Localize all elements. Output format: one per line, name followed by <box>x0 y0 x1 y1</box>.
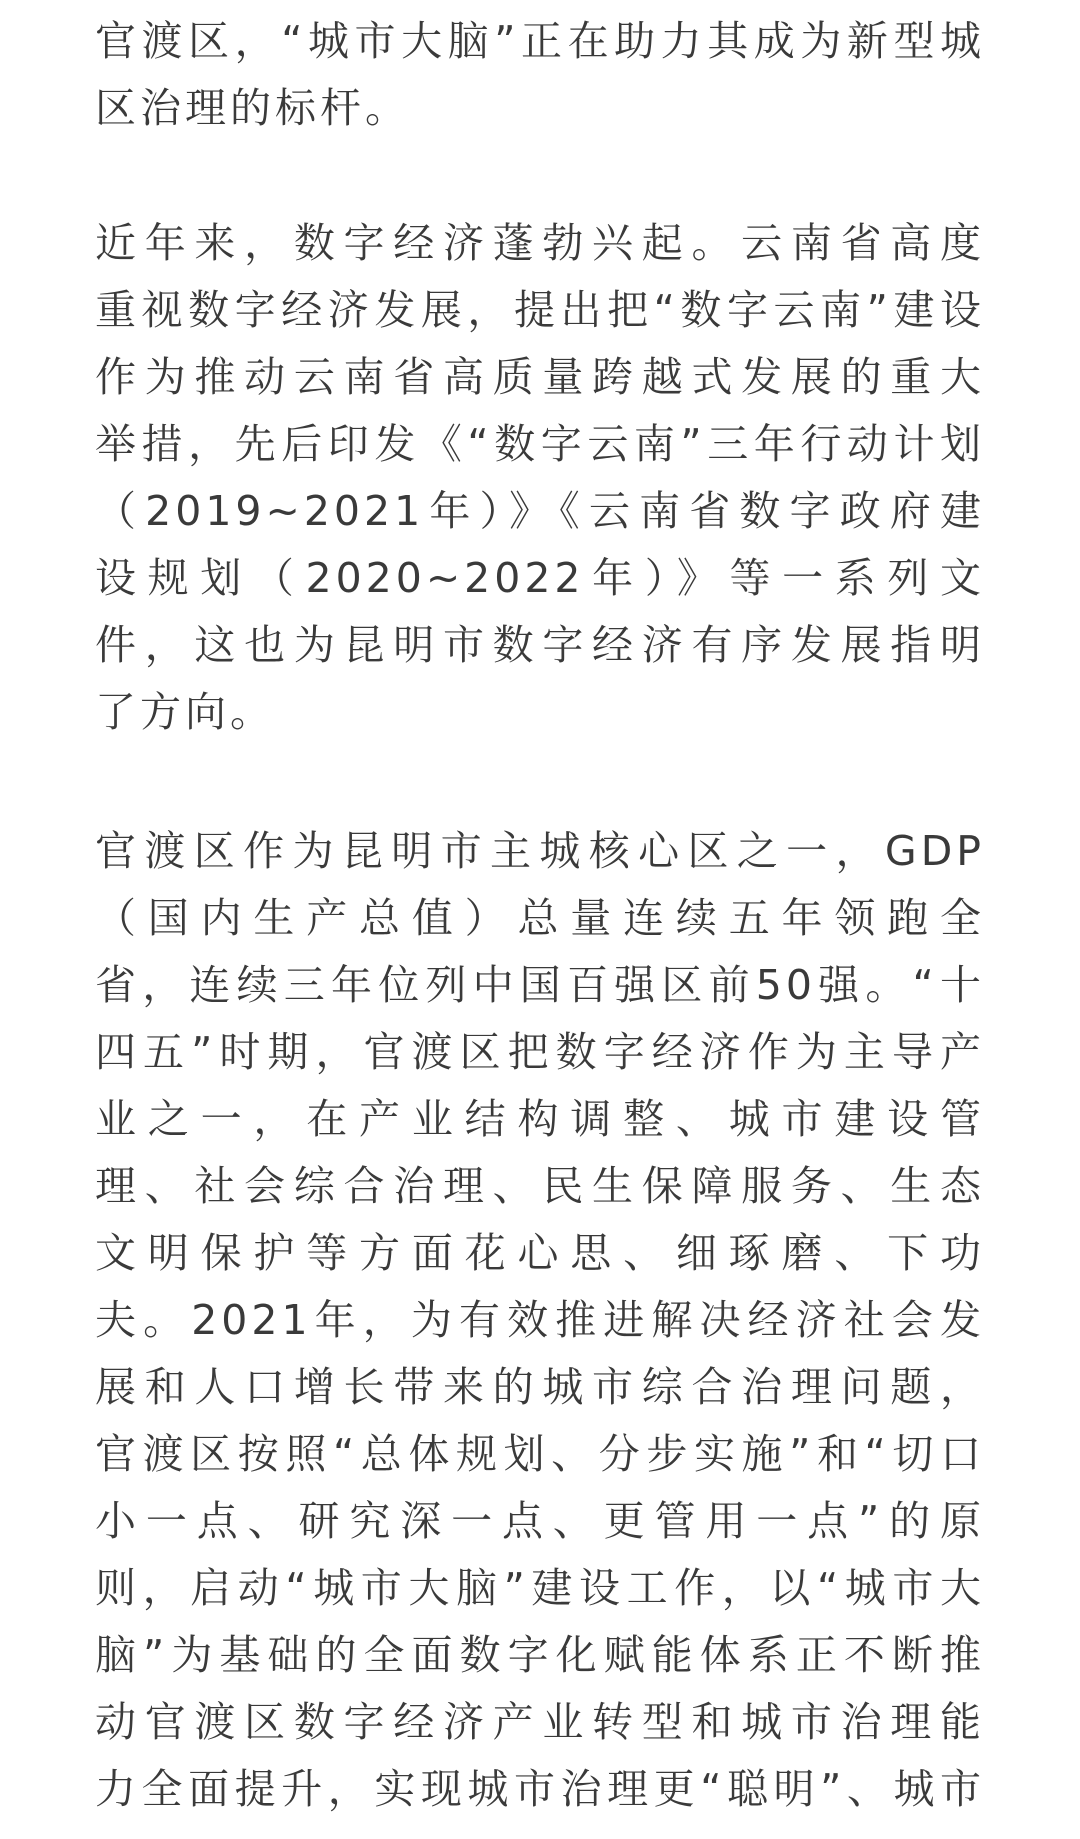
text-line: 件，这也为昆明市数字经济有序发展指明 <box>95 621 985 669</box>
text-line: 业之一，在产业结构调整、城市建设管 <box>95 1095 985 1143</box>
text-line: （2019~2021年）》《云南省数字政府建 <box>95 487 985 535</box>
text-line: 省，连续三年位列中国百强区前50强。“十 <box>95 961 985 1009</box>
text-line: 官渡区，“城市大脑”正在助力其成为新型城 <box>95 17 985 65</box>
text-line: 力全面提升，实现城市治理更“聪明”、城市 <box>95 1765 985 1813</box>
text-line: 四五”时期，官渡区把数字经济作为主导产 <box>95 1028 985 1076</box>
paragraph-2 <box>95 210 985 746</box>
text-line: 设规划（2020~2022年）》等一系列文 <box>95 554 985 602</box>
paragraph-3 <box>95 818 985 1823</box>
text-line: 区治理的标杆。 <box>95 84 410 132</box>
text-line: 文明保护等方面花心思、细琢磨、下功 <box>95 1229 985 1277</box>
text-line: 夫。2021年，为有效推进解决经济社会发 <box>95 1296 985 1344</box>
text-line: 脑”为基础的全面数字化赋能体系正不断推 <box>95 1631 985 1679</box>
text-line: 理、社会综合治理、民生保障服务、生态 <box>95 1162 985 1210</box>
text-line: 了方向。 <box>95 688 275 736</box>
text-line: （国内生产总值）总量连续五年领跑全 <box>95 894 985 942</box>
text-line: 近年来，数字经济蓬勃兴起。云南省高度 <box>95 219 985 267</box>
text-line: 官渡区作为昆明市主城核心区之一，GDP <box>95 827 985 875</box>
text-line: 则，启动“城市大脑”建设工作，以“城市大 <box>95 1564 985 1612</box>
text-line: 举措，先后印发《“数字云南”三年行动计划 <box>95 420 985 468</box>
text-line: 动官渡区数字经济产业转型和城市治理能 <box>95 1698 985 1746</box>
text-line: 重视数字经济发展，提出把“数字云南”建设 <box>95 286 985 334</box>
text-line: 小一点、研究深一点、更管用一点”的原 <box>95 1497 985 1545</box>
text-line: 展和人口增长带来的城市综合治理问题， <box>95 1363 985 1411</box>
text-line: 官渡区按照“总体规划、分步实施”和“切口 <box>95 1430 985 1478</box>
text-line: 作为推动云南省高质量跨越式发展的重大 <box>95 353 985 401</box>
paragraph-1 <box>95 8 985 142</box>
